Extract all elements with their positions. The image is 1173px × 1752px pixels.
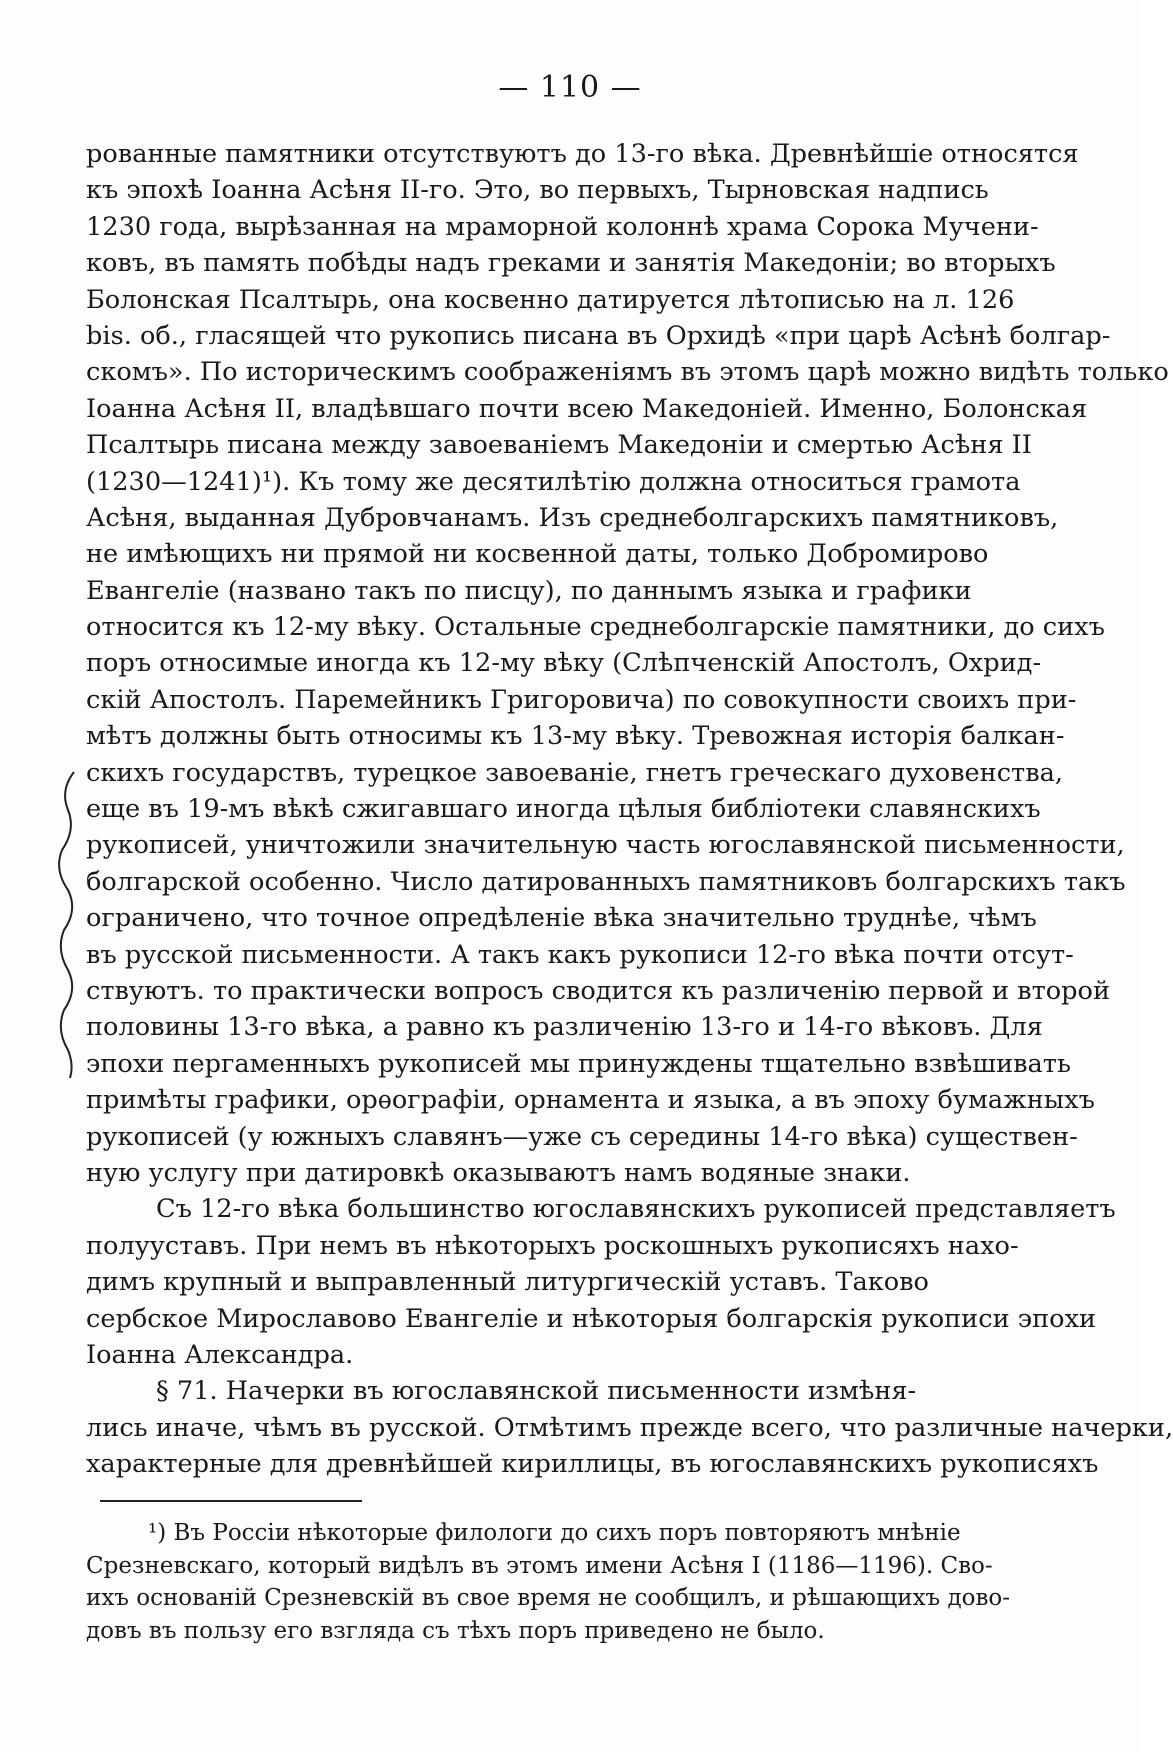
text-line: скихъ государствъ, турецкое завоеваніе, гнетъ греческаго духовенства,: [86, 757, 1064, 788]
footnote-line: Срезневскаго, который видѣлъ въ этомъ имени Асѣня I (1186—1196). Сво-: [86, 1552, 993, 1579]
footnote-separator: [100, 1500, 362, 1502]
footnote-line: ¹) Въ Россіи нѣкоторые филологи до сихъ поръ повторяютъ мнѣніе: [148, 1520, 961, 1546]
margin-bracket-mark: [54, 770, 82, 1080]
text-line: bis. об., гласящей что рукопись писана въ Орхидѣ «при царѣ Асѣнѣ болгар-: [86, 320, 1111, 351]
page-number: — 110 —: [498, 70, 642, 105]
text-line: 1230 года, вырѣзанная на мраморной колоннѣ храма Сорока Мучени-: [86, 211, 1039, 242]
text-line: рукописей, уничтожили значительную часть югославянской письменности,: [86, 830, 1125, 861]
text-line: рукописей (у южныхъ славянъ—уже съ середины 14-го вѣка) существен-: [86, 1121, 1078, 1152]
text-line: къ эпохѣ Іоанна Асѣня II-го. Это, во первыхъ, Тырновская надпись: [86, 175, 989, 206]
section-heading-line: § 71. Начерки въ югославянской письменности измѣня-: [156, 1376, 917, 1407]
text-line: примѣты графики, орѳографіи, орнамента и языка, а въ эпоху бумажныхъ: [86, 1085, 1095, 1116]
footnote-line: ихъ основаній Срезневскій въ свое время не сообщилъ, и рѣшающихъ дово-: [86, 1585, 1011, 1611]
text-line: ствуютъ. то практически вопросъ сводится къ различенію первой и второй: [86, 975, 1111, 1006]
main-text: [86, 136, 1173, 1482]
text-line: сербское Мирославово Евангеліе и нѣкоторыя болгарскія рукописи эпохи: [86, 1303, 1097, 1334]
text-line: эпохи пергаменныхъ рукописей мы принуждены тщательно взвѣшивать: [86, 1048, 1071, 1079]
text-line: характерные для древнѣйшей кириллицы, въ югославянскихъ рукописяхъ: [86, 1449, 1099, 1480]
text-line: лись иначе, чѣмъ въ русской. Отмѣтимъ прежде всего, что различные начерки,: [86, 1412, 1173, 1443]
text-line: болгарской особенно. Число датированныхъ памятниковъ болгарскихъ такъ: [86, 866, 1126, 897]
footnote-line: довъ въ пользу его взгляда съ тѣхъ поръ приведено не было.: [86, 1617, 825, 1644]
text-line: относится къ 12-му вѣку. Остальные среднеболгарскіе памятники, до сихъ: [86, 612, 1105, 643]
text-line: (1230—1241)¹). Къ тому же десятилѣтію должна относиться грамота: [86, 466, 1021, 497]
text-line: Съ 12-го вѣка большинство югославянскихъ рукописей представляетъ: [156, 1194, 1116, 1225]
text-line: скомъ». По историческимъ соображеніямъ въ этомъ царѣ можно видѣть только: [86, 357, 1169, 388]
text-line: Іоанна Александра.: [86, 1339, 354, 1370]
text-line: Іоанна Асѣня II, владѣвшаго почти всею Македоніей. Именно, Болонская: [86, 393, 1088, 424]
text-line: еще въ 19-мъ вѣкѣ сжигавшаго иногда цѣлыя библіотеки славянскихъ: [86, 794, 1041, 825]
text-line: поръ относимые иногда къ 12-му вѣку (Слѣпченскій Апостолъ, Охрид-: [86, 648, 1042, 679]
text-line: рованные памятники отсутствуютъ до 13-го вѣка. Древнѣйшіе относятся: [86, 139, 1079, 169]
text-line: ковъ, въ память побѣды надъ греками и занятія Македоніи; во вторыхъ: [86, 248, 1056, 279]
text-line: Болонская Псалтырь, она косвенно датируется лѣтописью на л. 126: [86, 284, 1015, 315]
text-line: половины 13-го вѣка, а равно къ различенію 13-го и 14-го вѣковъ. Для: [86, 1012, 1043, 1043]
footnotes: [86, 1517, 1044, 1647]
text-line: не имѣющихъ ни прямой ни косвенной даты, только Добромирово: [86, 539, 989, 570]
text-line: ограничено, что точное опредѣленіе вѣка значительно труднѣе, чѣмъ: [86, 903, 1037, 934]
text-line: мѣтъ должны быть относимы къ 13-му вѣку. Тревожная исторія балкан-: [86, 721, 1065, 752]
text-line: Евангеліе (названо такъ по писцу), по даннымъ языка и графики: [86, 575, 972, 606]
text-line: Псалтырь писана между завоеваніемъ Македоніи и смертью Асѣня II: [86, 430, 1032, 461]
text-line: полууставъ. При немъ въ нѣкоторыхъ роскошныхъ рукописяхъ нахо-: [86, 1230, 1019, 1261]
text-line: скій Апостолъ. Паремейникъ Григоровича) по совокупности своихъ при-: [86, 684, 1077, 715]
text-line: въ русской письменности. А такъ какъ рукописи 12-го вѣка почти отсут-: [86, 939, 1074, 970]
text-line: димъ крупный и выправленный литургическій уставъ. Таково: [86, 1267, 929, 1298]
text-line: Асѣня, выданная Дубровчанамъ. Изъ среднеболгарскихъ памятниковъ,: [86, 502, 1059, 533]
text-line: ную услугу при датировкѣ оказываютъ намъ водяные знаки.: [86, 1157, 911, 1188]
